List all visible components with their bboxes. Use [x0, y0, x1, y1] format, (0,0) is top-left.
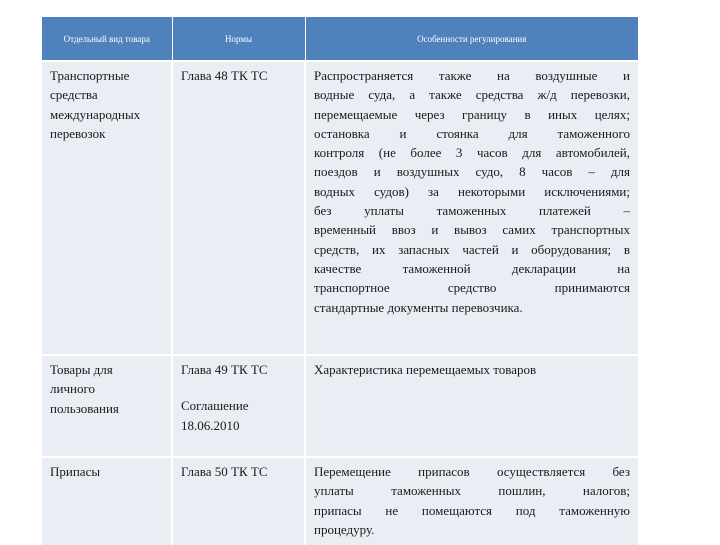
features-cell: [305, 61, 638, 355]
cell-line: уплаты таможенных пошлин, налогов;: [314, 483, 630, 499]
cell-line: остановка и стоянка для таможенного: [314, 125, 630, 141]
cell-line: транспортное средство принимаются: [314, 280, 630, 296]
goods-type-cell: [42, 355, 172, 457]
cell-line: Глава 48 ТК ТС: [181, 68, 268, 83]
norms-cell: [172, 61, 305, 355]
cell-line: стандартные документы перевозчика.: [314, 299, 523, 315]
cell-line: международных: [50, 106, 141, 122]
cell-line: средств, их запасных частей и оборудования; в: [314, 241, 630, 257]
cell-line: перевозок: [50, 125, 106, 141]
cell-line: припасы не помещаются под таможенную: [314, 502, 630, 518]
cell-line: Перемещение припасов осуществляется без: [314, 464, 630, 479]
table-row: [42, 61, 638, 355]
norms-cell: [172, 355, 305, 457]
cell-line: средства: [50, 87, 98, 103]
cell-line: контроля (не более 3 часов для автомобилей,: [314, 145, 630, 161]
cell-line: поездов и воздушных судо, 8 часов – для: [314, 164, 630, 180]
norms-cell: [172, 457, 305, 545]
header-goods-type: Отдельный вид товара: [42, 17, 172, 61]
cell-line: Глава 50 ТК ТС: [181, 464, 268, 479]
cell-line: личного: [50, 381, 95, 397]
table-row: [42, 355, 638, 457]
cell-line: Характеристика перемещаемых товаров: [314, 362, 537, 377]
header-norms: Нормы: [172, 17, 305, 61]
table-header-row: [42, 17, 638, 61]
cell-line: водные суда, а также средства ж/д перевозки,: [314, 87, 630, 103]
goods-type-cell: [42, 61, 172, 355]
cell-line: 18.06.2010: [181, 417, 240, 433]
goods-type-cell: [42, 457, 172, 545]
cell-line: Припасы: [50, 464, 101, 479]
regulation-table: [42, 17, 638, 545]
cell-line: водных судов) за некоторыми исключениями;: [314, 183, 630, 199]
cell-line: Товары для: [50, 362, 113, 377]
cell-line: процедуру.: [314, 521, 375, 537]
table-row: [42, 457, 638, 545]
line-gap: [181, 379, 296, 396]
cell-line: без уплаты таможенных платежей –: [314, 203, 630, 219]
cell-line: Транспортные: [50, 68, 130, 83]
cell-line: временный ввоз и вывоз самих транспортных: [314, 222, 630, 238]
cell-line: качестве таможенной декларации на: [314, 260, 630, 276]
cell-line: Глава 49 ТК ТС: [181, 362, 268, 377]
cell-line: пользования: [50, 400, 119, 416]
header-regulation-features: Особенности регулирования: [305, 17, 638, 61]
features-cell: [305, 457, 638, 545]
features-cell: [305, 355, 638, 457]
cell-line: перемещаемые через границу в иных целях;: [314, 106, 630, 122]
cell-line: Соглашение: [181, 398, 249, 414]
cell-line: Распространяется также на воздушные и: [314, 68, 630, 83]
